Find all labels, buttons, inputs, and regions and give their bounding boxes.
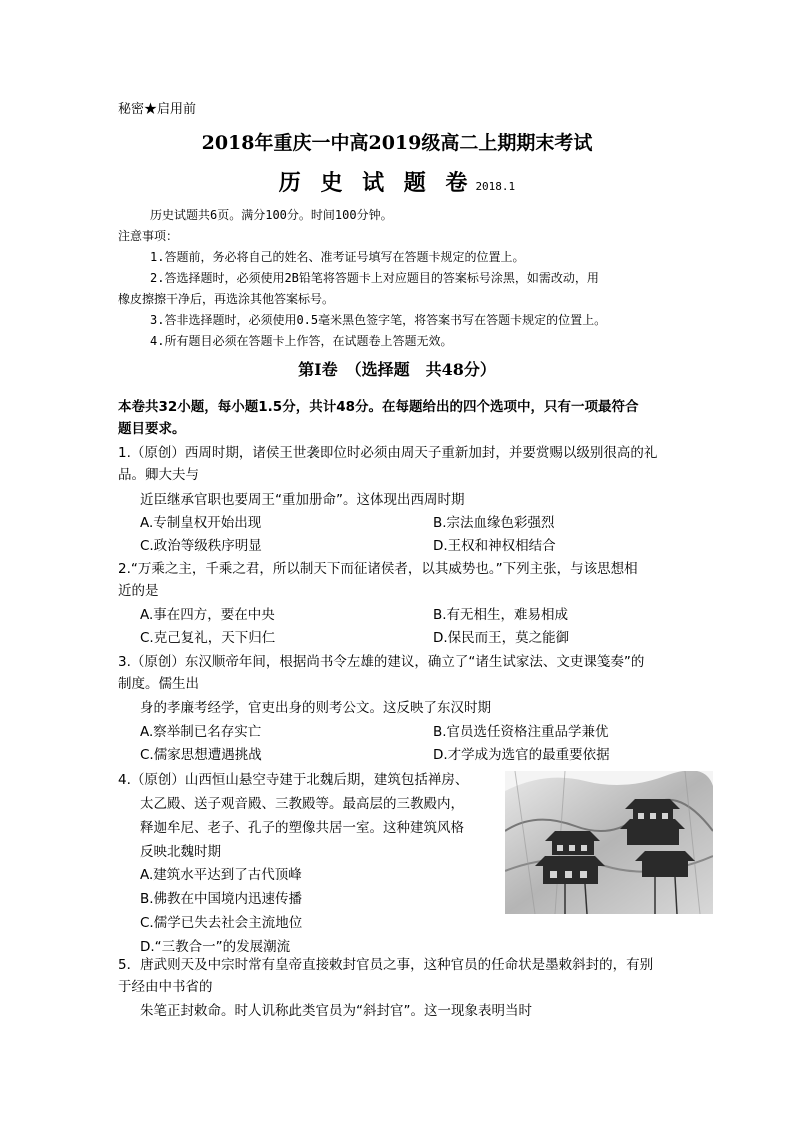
- q3-option-b: B.官员选任资格注重品学兼优: [433, 724, 609, 740]
- note-1: 1.答题前，务必将自己的姓名、准考证号填写在答题卡规定的位置上。: [150, 250, 525, 264]
- q4-stem-4: 反映北魏时期: [140, 844, 221, 860]
- section-instructions-cont: 题目要求。: [118, 421, 186, 437]
- note-3: 3.答非选择题时，必须使用0.5毫米黑色签字笔，将答案书写在答题卡规定的位置上。: [150, 313, 607, 327]
- subject-title: 历 史 试 题 卷: [278, 170, 474, 196]
- q4-option-b: B.佛教在中国境内迅速传播: [140, 891, 303, 907]
- q1-option-b: B.宗法血缘色彩强烈: [433, 515, 555, 531]
- q3-stem: 3.（原创）东汉顺帝年间，根据尚书令左雄的建议，确立了“诸生试家法、文吏课笺奏”的: [118, 654, 645, 670]
- q2-option-d: D.保民而王，莫之能御: [433, 630, 570, 646]
- q3-stem-2: 制度。儒生出: [118, 676, 199, 692]
- q2-option-b: B.有无相生，难易相成: [433, 607, 569, 623]
- q2-option-c: C.克己复礼，天下归仁: [140, 630, 276, 646]
- confidential-mark: 秘密★启用前: [118, 102, 197, 117]
- q3-option-a: A.察举制已名存实亡: [140, 724, 262, 740]
- q5-stem-3: 朱笔正封敕命。时人讥称此类官员为“斜封官”。这一现象表明当时: [140, 1003, 532, 1019]
- q1-stem-2: 品。卿大夫与: [118, 467, 199, 483]
- q5-stem: 5．唐武则天及中宗时常有皇帝直接敕封官员之事，这种官员的任命状是墨敕斜封的，有别: [118, 957, 654, 973]
- q4-option-c: C.儒学已失去社会主流地位: [140, 915, 303, 931]
- q5-stem-2: 于经由中书省的: [118, 979, 213, 995]
- section-instructions: 本卷共32小题，每小题1.5分，共计48分。在每题给出的四个选项中，只有一项最符合: [118, 399, 639, 415]
- q2-stem-2: 近的是: [118, 583, 159, 599]
- q1-stem: 1.（原创）西周时期，诸侯王世袭即位时必须由周天子重新加封，并要赏赐以级别很高的礼: [118, 445, 658, 461]
- q4-option-a: A.建筑水平达到了古代顶峰: [140, 867, 302, 883]
- q1-stem-3: 近臣继承官职也要周王“重加册命”。这体现出西周时期: [140, 492, 465, 508]
- hanging-temple-photo: [505, 771, 713, 914]
- exam-date: 2018.1: [475, 180, 516, 193]
- q3-stem-3: 身的孝廉考经学，官吏出身的则考公文。这反映了东汉时期: [140, 700, 491, 716]
- exam-subtitle: [0, 166, 794, 197]
- q1-option-a: A.专制皇权开始出现: [140, 515, 262, 531]
- exam-title: 2018年重庆一中高2019级高二上期期末考试: [201, 132, 593, 154]
- q1-option-c: C.政治等级秩序明显: [140, 538, 262, 554]
- section-title: 第Ⅰ卷 （选择题 共48分）: [298, 360, 496, 379]
- q4-stem-2: 太乙殿、送子观音殿、三教殿等。最高层的三教殿内，: [140, 796, 464, 812]
- q2-stem: 2.“万乘之主，千乘之君，所以制天下而征诸侯者，以其威势也。”下列主张，与该思想相: [118, 561, 638, 577]
- q4-stem-3: 释迦牟尼、老子、孔子的塑像共居一室。这种建筑风格: [140, 820, 464, 836]
- q3-option-c: C.儒家思想遭遇挑战: [140, 747, 262, 763]
- notes-intro: 历史试题共6页。满分100分。时间100分钟。: [150, 208, 393, 222]
- note-2: 2.答选择题时，必须使用2B铅笔将答题卡上对应题目的答案标号涂黑，如需改动，用: [150, 271, 599, 285]
- note-2-cont: 橡皮擦擦干净后，再选涂其他答案标号。: [118, 292, 335, 306]
- q4-stem: 4.（原创）山西恒山悬空寺建于北魏后期，建筑包括禅房、: [118, 772, 469, 788]
- notes-label: 注意事项：: [118, 229, 179, 243]
- note-4: 4.所有题目必须在答题卡上作答，在试题卷上答题无效。: [150, 334, 453, 348]
- q3-option-d: D.才学成为选官的最重要依据: [433, 747, 610, 763]
- q1-option-d: D.王权和神权相结合: [433, 538, 556, 554]
- q2-option-a: A.事在四方，要在中央: [140, 607, 275, 623]
- q4-option-d: D.“三教合一”的发展潮流: [140, 939, 291, 955]
